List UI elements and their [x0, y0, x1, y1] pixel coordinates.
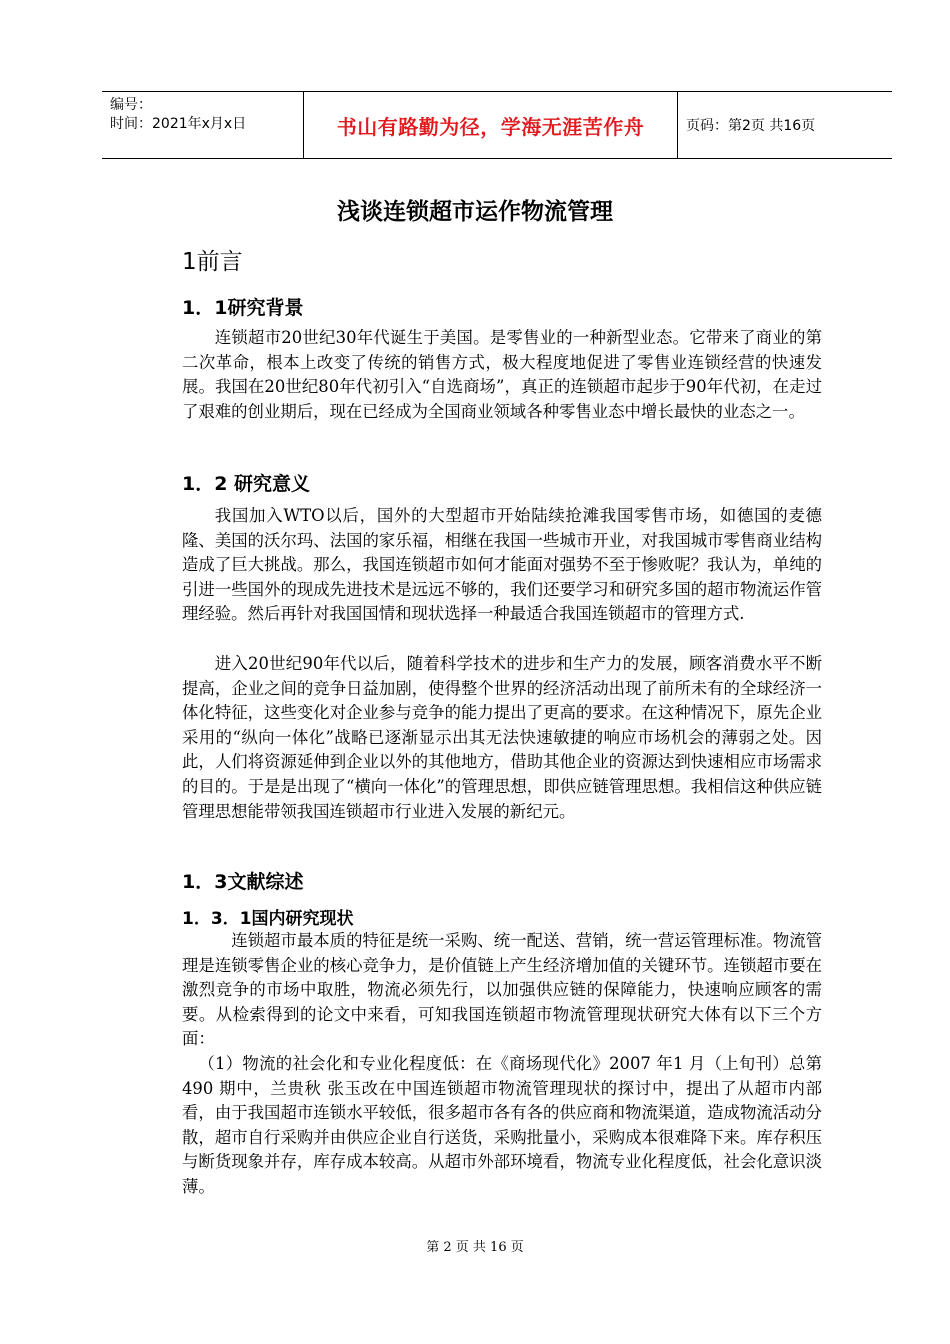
section-heading-background: 1．1研究背景 — [182, 297, 304, 319]
paragraph-significance-1: 我国加入WTO以后，国外的大型超市开始陆续抢滩我国零售市场，如德国的麦德隆、美国的沃尔玛、法国的家乐福，相继在我国一些城市开业，对我国城市零售商业结构造成了巨大挑战。那么，我国连锁超市如何才能面对强势不至于惨败呢？我认为，单纯的引进一些国外的现成先进技术是远远不够的，我们还要学习和研究多国的超市物流运作管理经验。然后再针对我国国情和现状选择一种最适合我国连锁超市的管理方式. — [182, 506, 822, 624]
time-label: 时间：2021年x月x日 — [110, 116, 247, 132]
header-info-cell — [102, 92, 304, 158]
section-heading-preface: 1前言 — [182, 249, 243, 275]
header-table — [102, 91, 892, 159]
paragraph-background: 连锁超市20世纪30年代诞生于美国。是零售业的一种新型业态。它带来了商业的第二次革命，根本上改变了传统的销售方式，极大程度地促进了零售业连锁经营的快速发展。我国在20世纪80年代初引入“自选商场”，真正的连锁超市起步于90年代初，在走过了艰难的创业期后，现在已经成为全国商业领域各种零售业态中增长最快的业态之一。 — [182, 328, 822, 421]
paragraph-domestic: 连锁超市最本质的特征是统一采购、统一配送、营销，统一营运管理标准。物流管理是连锁零售企业的核心竞争力，是价值链上产生经济增加值的关键环节。连锁超市要在激烈竞争的市场中取胜，物流必须先行，以加强供应链的保障能力，快速响应顾客的需要。从检索得到的论文中来看，可知我国连锁超市物流管理现状研究大体有以下三个方面： — [182, 931, 822, 1049]
header-page-label: 页码：第2页 共16页 — [686, 118, 816, 134]
paragraph-item-1: （1）物流的社会化和专业化程度低：在《商场现代化》2007 年1 月（上旬刊）总第490 期中，兰贵秋 张玉改在中国连锁超市物流管理现状的探讨中，提出了从超市内部看，由于我国超市连锁水平较低，很多超市各有各的供应商和物流渠道，造成物流活动分散，超市自行采购并由供应企业自行送货，采购批量小，采购成本很难降下来。库存积压与断货现象并存，库存成本较高。从超市外部环境看，物流专业化程度低，社会化意识淡薄。 — [182, 1054, 822, 1196]
number-label: 编号： — [110, 97, 152, 113]
section-heading-significance: 1．2 研究意义 — [182, 473, 311, 495]
header-motto: 书山有路勤为径，学海无涯苦作舟 — [304, 92, 678, 158]
paragraph-significance-2: 进入20世纪90年代以后，随着科学技术的进步和生产力的发展，顾客消费水平不断提高，企业之间的竞争日益加剧，使得整个世界的经济活动出现了前所未有的全球经济一体化特征，这些变化对企业参与竞争的能力提出了更高的要求。在这种情况下，原先企业采用的“纵向一体化”战略已逐渐显示出其无法快速敏捷的响应市场机会的薄弱之处。因此，人们将资源延伸到企业以外的其他地方，借助其他企业的资源达到快速相应市场需求的目的。于是是出现了“横向一体化”的管理思想，即供应链管理思想。我相信这种供应链管理思想能带领我国连锁超市行业进入发展的新纪元。 — [182, 654, 822, 821]
subsection-heading-domestic: 1．3．1国内研究现状 — [182, 909, 354, 929]
section-heading-literature: 1．3文献综述 — [182, 871, 304, 893]
document-title: 浅谈连锁超市运作物流管理 — [337, 199, 613, 225]
page-footer: 第 2 页 共 16 页 — [426, 1240, 524, 1255]
